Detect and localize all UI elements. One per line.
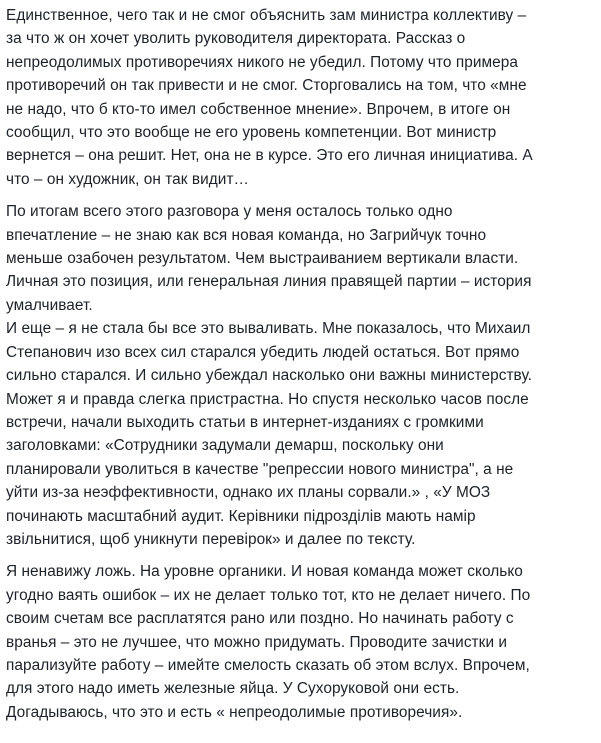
text-line: умалчивает. xyxy=(6,296,93,314)
text-line: Степанович изо всех сил старался убедить людей остаться. Вот прямо xyxy=(6,343,520,361)
text-line: звільнитися, щоб уникнути перевірок» и далее по тексту. xyxy=(6,530,416,548)
text-line: И еще – я не стала бы все это вываливать. Мне показалось, что Михаил xyxy=(6,320,531,338)
text-line: своим счетам все расплатятся рано или поздно. Но начинать работу с xyxy=(6,610,514,628)
text-line: парализуйте работу – имейте смелость сказать об этом вслух. Впрочем, xyxy=(6,656,530,674)
text-line: сильно старался. И сильно убеждал насколько они важны министерству. xyxy=(6,367,532,385)
text-line: за что ж он хочет уволить руководителя директората. Рассказ о xyxy=(6,30,466,48)
text-line: Единственное, чего так и не смог объяснить зам министра коллективу – xyxy=(6,7,527,24)
text-line: угодно ваять ошибок – их не делает только тот, кто не делает ничего. По xyxy=(6,586,531,604)
text-line: что – он художник, он так видит… xyxy=(6,170,249,188)
paragraph-2 xyxy=(6,200,595,317)
text-line: По итогам всего этого разговора у меня осталось только одно xyxy=(6,203,453,221)
text-line: вернется – она решит. Нет, она не в курсе. Это его личная инициатива. А xyxy=(6,147,533,165)
text-line: противоречий он так привести и не смог. Сторговались на том, что «мне xyxy=(6,77,527,95)
text-line: Может я и правда слегка пристрастна. Но спустя несколько часов после xyxy=(6,390,529,408)
paragraph-3 xyxy=(6,317,595,551)
text-line: встречи, начали выходить статьи в интернет-изданиях с громкими xyxy=(6,413,484,431)
text-line: впечатление – не знаю как вся новая команда, но Загрийчук точно xyxy=(6,226,487,244)
text-line: починають масштабний аудит. Керівники підрозділів мають намір xyxy=(6,507,476,525)
text-line: для этого надо иметь железные яйца. У Сухоруковой они есть. xyxy=(6,680,460,698)
text-line: Я ненавижу ложь. На уровне органики. И новая команда может сколько xyxy=(6,563,523,581)
text-line: сообщил, что это вообще не его уровень компетенции. Вот министр xyxy=(6,124,497,142)
text-line: планировали уволиться в качестве "репрессии нового министра", а не xyxy=(6,460,514,478)
text-line: Личная это позиция, или генеральная линия правящей партии – история xyxy=(6,273,532,291)
text-line: Догадываюсь, что это и есть « непреодолимые противоречия». xyxy=(6,703,463,721)
text-line: уйти из-за неэффективности, однако их планы сорвали.» , «У МОЗ xyxy=(6,484,491,502)
text-line: не надо, что б кто-то имел собственное мнение». Впрочем, в итоге он xyxy=(6,100,511,118)
paragraph-1 xyxy=(6,4,595,191)
paragraph-4 xyxy=(6,560,595,724)
text-line: заголовками: «Сотрудники задумали демарш, поскольку они xyxy=(6,437,444,455)
text-line: меньше озабочен результатом. Чем выстраиванием вертикали власти. xyxy=(6,250,519,268)
text-line: непреодолимых противоречиях никого не убедил. Потому что примера xyxy=(6,53,518,71)
text-line: вранья – это не лучшее, что можно придумать. Проводите зачистки и xyxy=(6,633,508,651)
